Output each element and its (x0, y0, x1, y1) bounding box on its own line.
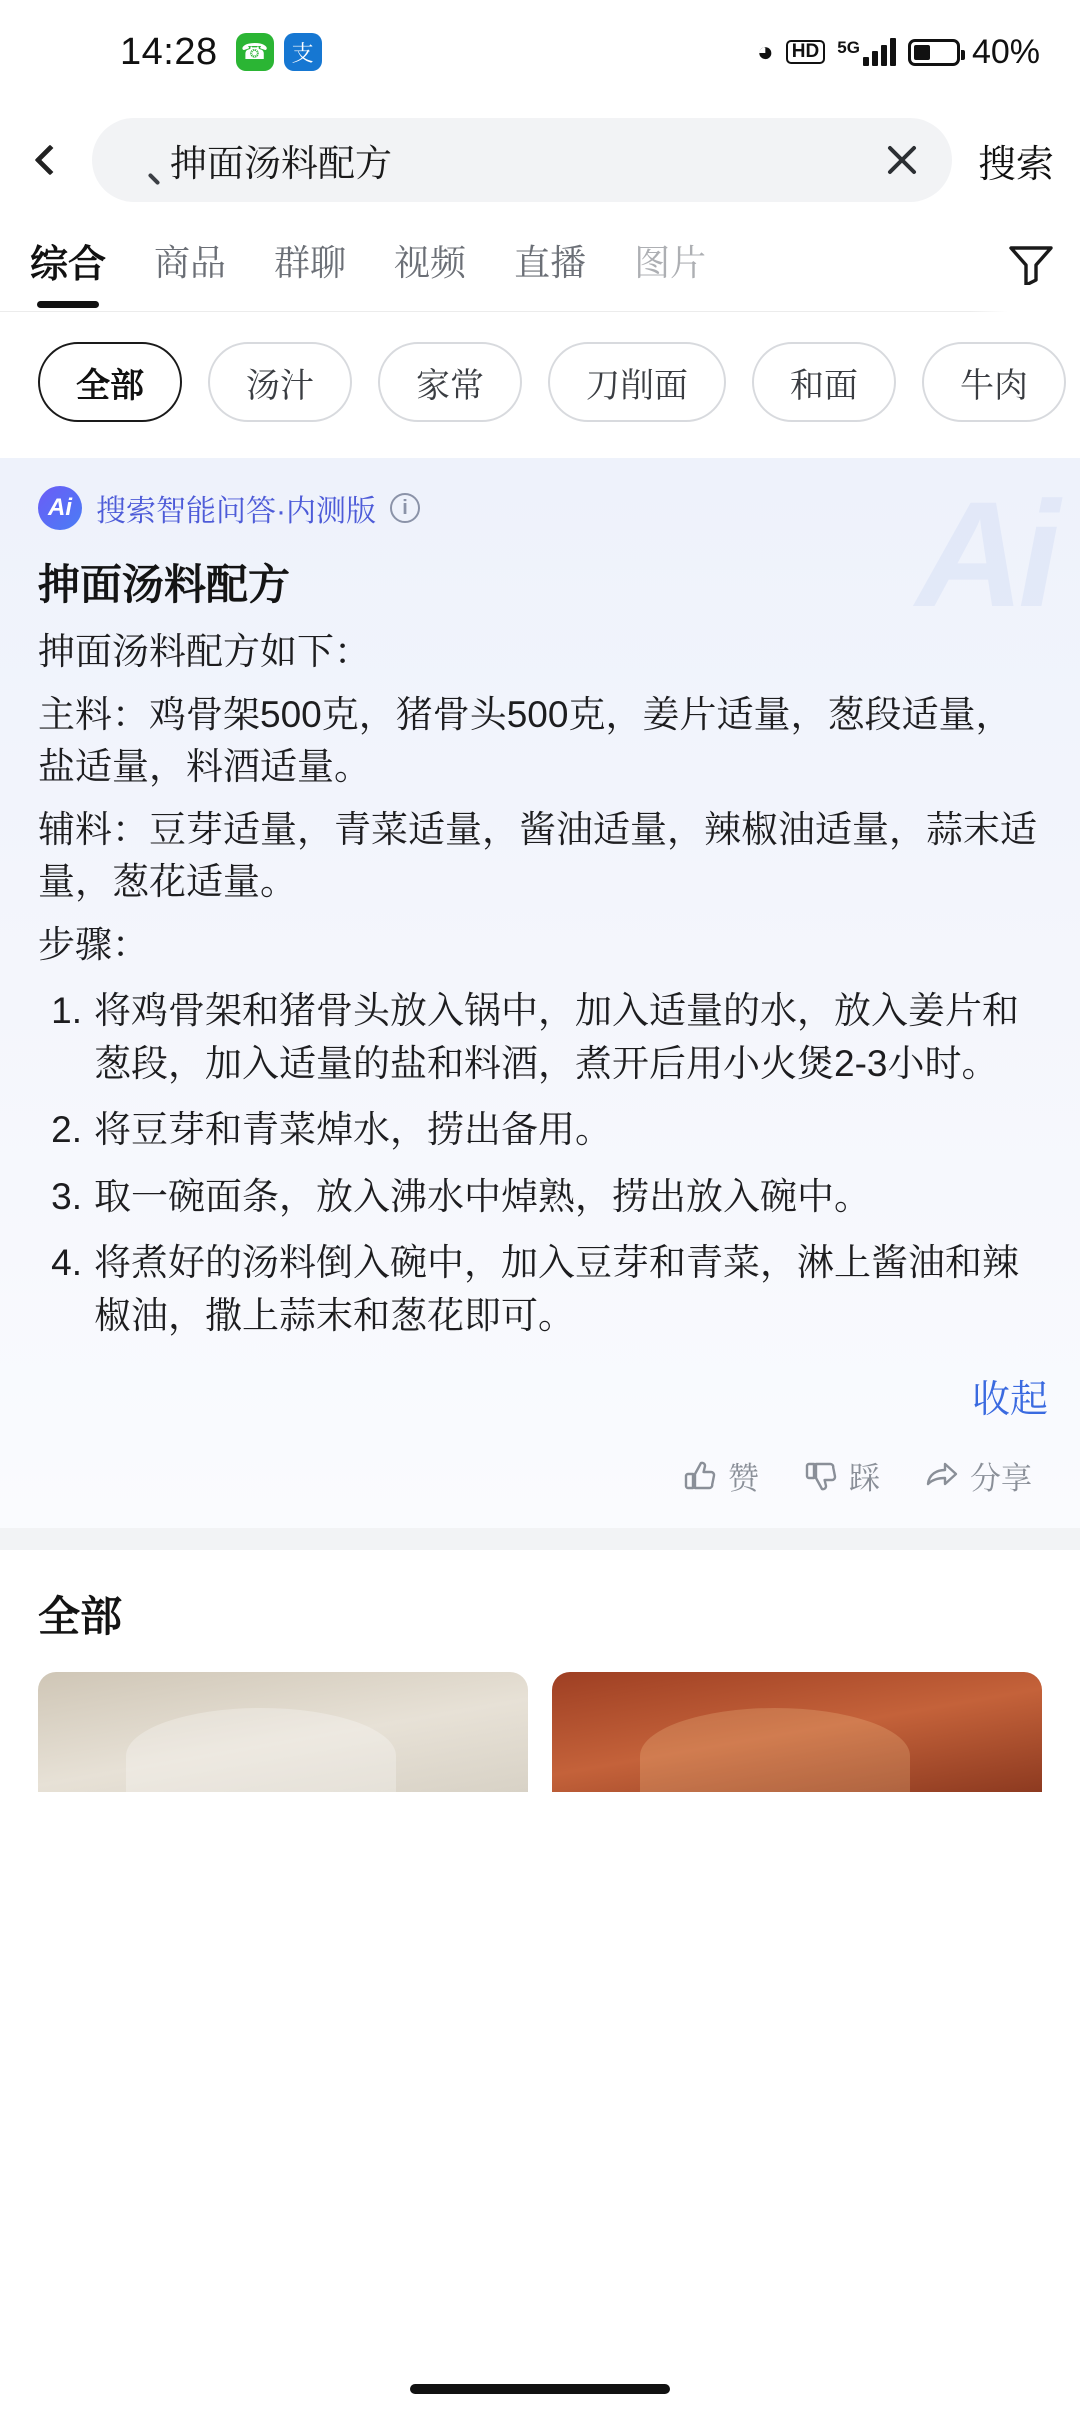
step-number: 3. (51, 1175, 82, 1217)
tab-comprehensive[interactable]: 综合 (30, 233, 106, 294)
ai-badge-icon: Ai (38, 486, 82, 530)
results-title: 全部 (38, 1593, 123, 1641)
list-item (38, 985, 1048, 1090)
alipay-icon: 支 (284, 33, 322, 71)
search-button[interactable]: 搜索 (977, 143, 1054, 186)
status-app-icons (236, 33, 322, 71)
tab-images[interactable]: 图片 (634, 242, 707, 283)
share-label: 分享 (970, 1461, 1032, 1497)
wifi-icon: ◕ (756, 36, 774, 67)
step-text: 将煮好的汤料倒入碗中，加入豆芽和青菜，淋上酱油和辣椒油，撒上蒜末和葱花即可。 (94, 1242, 1019, 1336)
hd-icon: HD (786, 40, 825, 65)
tab-live[interactable]: 直播 (514, 242, 587, 283)
chip-beef[interactable]: 牛肉 (922, 342, 1066, 422)
ai-answer-body (38, 626, 1048, 1342)
ai-answer-title: 抻面汤料配方 (38, 561, 291, 608)
step-text: 将豆芽和青菜焯水，捞出备用。 (94, 1109, 612, 1151)
dislike-button[interactable] (803, 1453, 880, 1498)
list-item (38, 1171, 1048, 1224)
collapse-row (38, 1368, 1048, 1423)
chip-soup[interactable]: 汤汁 (208, 342, 352, 422)
list-item (38, 1237, 1048, 1342)
like-button[interactable] (682, 1453, 759, 1498)
signal-icon (837, 38, 896, 66)
results-section (0, 1550, 1080, 1792)
search-bar (0, 104, 1080, 216)
ai-main-ingredients: 主料：鸡骨架500克，猪骨头500克，姜片适量，葱段适量，盐适量，料酒适量。 (38, 693, 1013, 788)
share-button[interactable] (924, 1453, 1032, 1498)
result-card-1[interactable] (38, 1672, 528, 1792)
list-item (38, 1104, 1048, 1157)
share-icon (924, 1458, 960, 1494)
status-bar (0, 0, 1080, 104)
section-divider (0, 1528, 1080, 1550)
ai-answer-card (0, 458, 1080, 1528)
signal-bars (863, 38, 896, 66)
thumbs-up-icon (682, 1458, 718, 1494)
step-number: 4. (51, 1242, 82, 1284)
like-label: 赞 (728, 1461, 759, 1497)
thumbs-down-icon (803, 1458, 839, 1494)
phone-icon: ☎ (236, 33, 274, 71)
ai-watermark: Ai (916, 470, 1054, 638)
tab-video[interactable]: 视频 (394, 242, 467, 283)
tab-bar (0, 216, 1080, 312)
filter-chip-row (0, 312, 1080, 452)
search-input[interactable] (92, 118, 952, 202)
filter-button[interactable] (970, 216, 1080, 312)
status-indicators (757, 33, 1040, 72)
clear-icon[interactable] (880, 138, 924, 182)
tab-groupchat[interactable]: 群聊 (274, 242, 347, 283)
battery-percent: 40% (971, 32, 1040, 71)
step-text: 取一碗面条，放入沸水中焯熟，捞出放入碗中。 (94, 1175, 871, 1217)
collapse-button[interactable]: 收起 (971, 1379, 1048, 1422)
status-time: 14:28 (120, 30, 218, 73)
home-indicator[interactable] (410, 2384, 670, 2394)
step-number: 2. (51, 1109, 82, 1151)
filter-icon (1008, 243, 1054, 285)
ai-action-row (38, 1453, 1048, 1498)
info-icon[interactable]: i (390, 493, 420, 523)
result-card-2[interactable] (552, 1672, 1042, 1792)
chip-all[interactable]: 全部 (38, 342, 182, 422)
step-number: 1. (51, 990, 82, 1032)
ai-steps-label: 步骤： (38, 923, 149, 965)
search-icon (122, 145, 152, 175)
ai-card-header (38, 486, 1048, 530)
results-card-row (38, 1672, 1042, 1792)
dislike-label: 踩 (849, 1461, 880, 1497)
chip-homestyle[interactable]: 家常 (378, 342, 522, 422)
back-icon (34, 144, 65, 175)
ai-intro-text: 抻面汤料配方如下： (38, 631, 371, 672)
step-text: 将鸡骨架和猪骨头放入锅中，加入适量的水，放入姜片和葱段，加入适量的盐和料酒，煮开后用小火煲2-3小时。 (94, 990, 1019, 1084)
ai-sub-ingredients: 辅料：豆芽适量，青菜适量，酱油适量，辣椒油适量，蒜末适量，葱花适量。 (38, 808, 1037, 903)
back-button[interactable] (18, 128, 82, 192)
ai-header-label: 搜索智能问答·内测版 (96, 495, 376, 528)
search-query-text: 抻面汤料配方 (170, 143, 392, 184)
chip-knifecut-noodle[interactable]: 刀削面 (548, 342, 726, 422)
battery-icon (908, 39, 960, 66)
ai-steps-list (38, 985, 1048, 1342)
chip-dough[interactable]: 和面 (752, 342, 896, 422)
network-type-label: 5G (837, 38, 860, 57)
tab-goods[interactable]: 商品 (154, 242, 227, 283)
